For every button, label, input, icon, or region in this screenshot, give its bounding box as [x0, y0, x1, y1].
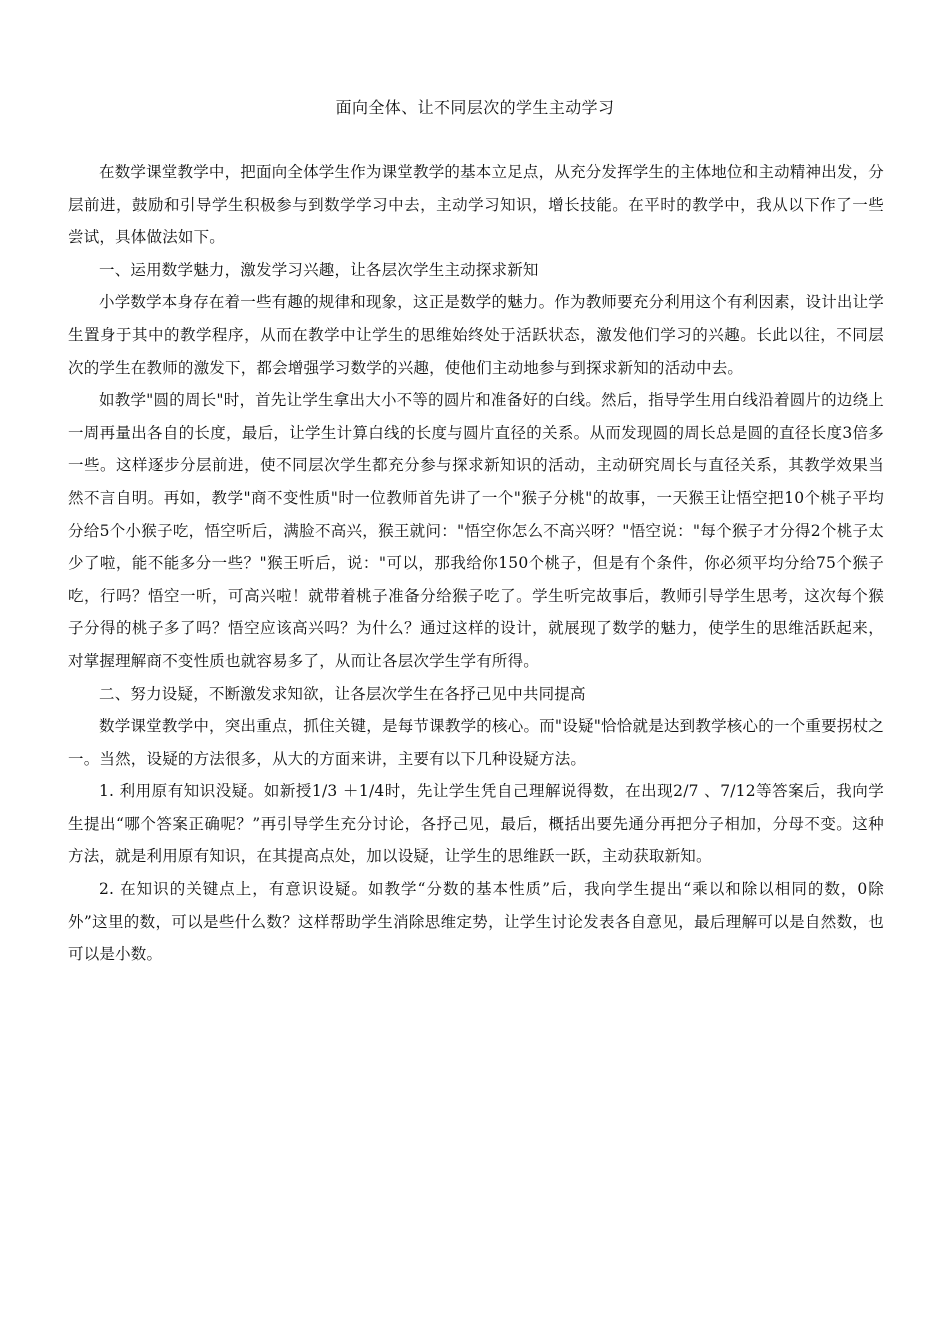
section-heading-1: 一、运用数学魅力，激发学习兴趣，让各层次学生主动探求新知 [99, 260, 539, 279]
paragraph-section-1-intro: 小学数学本身存在着一些有趣的规律和现象，这正是数学的魅力。作为教师要充分利用这个有利因素，设计出让学生置身于其中的教学程序，从而在教学中让学生的思维始终处于活跃状态，激发他们学习的兴趣。长此以往，不同层次的学生在教师的激发下，都会增强学习数学的兴趣，使他们主动地参与到探求新知的活动中去。 [68, 293, 885, 377]
paragraph-section-2-intro: 数学课堂教学中，突出重点，抓住关键，是每节课教学的核心。而"设疑"恰恰就是达到教学核心的一个重要拐杖之一。当然，设疑的方法很多，从大的方面来讲，主要有以下几种设疑方法。 [68, 717, 884, 768]
section-heading-2: 二、努力设疑，不断激发求知欲，让各层次学生在各抒己见中共同提高 [99, 684, 586, 703]
document-body [68, 156, 884, 971]
paragraph-method-2: 2. 在知识的关键点上，有意识设疑。如教学“分数的基本性质”后，我向学生提出“乘以和除以相同的数，0除外”这里的数，可以是些什么数？这样帮助学生消除思维定势，让学生讨论发表各自意见，最后理解可以是自然数，也可以是小数。 [68, 880, 884, 964]
paragraph-intro: 在数学课堂教学中，把面向全体学生作为课堂教学的基本立足点，从充分发挥学生的主体地位和主动精神出发，分层前进，鼓励和引导学生积极参与到数学学习中去，主动学习知识，增长技能。在平时的教学中，我从以下作了一些尝试，具体做法如下。 [68, 163, 885, 247]
paragraph-method-1: 1. 利用原有知识没疑。如新授1/3 ＋1/4时，先让学生凭自己理解说得数，在出现2/7 、7/12等答案后，我向学生提出“哪个答案正确呢？”再引导学生充分讨论，各抒己见，最后，概括出要先通分再把分子相加，分母不变。这种方法，就是利用原有知识，在其提高点处，加以设疑，让学生的思维跃一跃，主动获取新知。 [68, 782, 884, 866]
document-title: 面向全体、让不同层次的学生主动学习 [335, 98, 615, 117]
paragraph-section-1-examples: 如教学"圆的周长"时，首先让学生拿出大小不等的圆片和准备好的白线。然后，指导学生用白线沿着圆片的边绕上一周再量出各自的长度，最后，让学生计算白线的长度与圆片直径的关系。从而发现圆的周长总是圆的直径长度3倍多一些。这样逐步分层前进，使不同层次学生都充分参与探求新知识的活动，主动研究周长与直径关系，其教学效果当然不言自明。再如，教学"商不变性质"时一位教师首先讲了一个"猴子分桃"的故事，一天猴王让悟空把10个桃子平均分给5个小猴子吃，悟空听后，满脸不高兴，猴王就问："悟空你怎么不高兴呀？"悟空说："每个猴子才分得2个桃子太少了啦，能不能多分一些？"猴王听后，说："可以，那我给你150个桃子，但是有个条件，你必须平均分给75个猴子吃，行吗？悟空一听，可高兴啦！就带着桃子准备分给猴子吃了。学生听完故事后，教师引导学生思考，这次每个猴子分得的桃子多了吗？悟空应该高兴吗？为什么？通过这样的设计，就展现了数学的魅力，使学生的思维活跃起来，对掌握理解商不变性质也就容易多了，从而让各层次学生学有所得。 [68, 391, 884, 670]
